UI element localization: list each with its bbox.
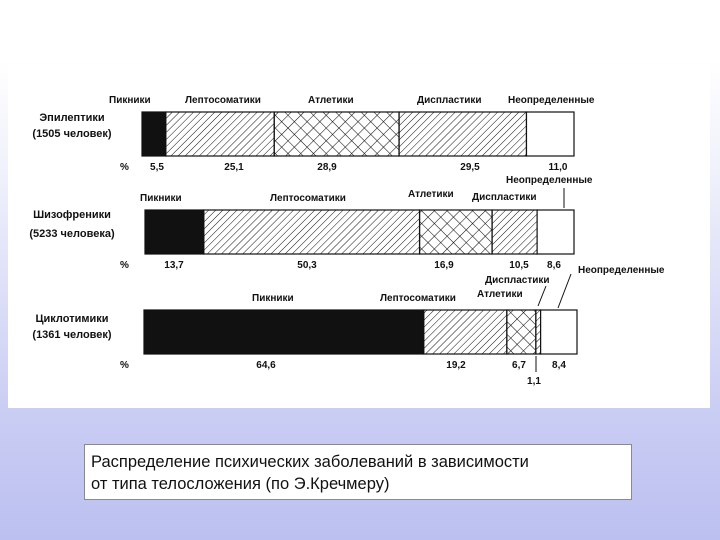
bar-segment-Пикники (144, 310, 424, 354)
bar-segment-Неопределенные (526, 112, 574, 156)
segment-value-label: 13,7 (164, 260, 184, 271)
segment-value-label: 8,6 (547, 260, 561, 271)
segment-category-label: Диспластики (472, 192, 537, 203)
segment-value-label: 1,1 (527, 376, 541, 387)
bar-segment-Атлетики (274, 112, 399, 156)
segment-category-label: Пикники (252, 293, 294, 304)
segment-category-label: Неопределенные (578, 265, 665, 276)
bar-segment-Диспластики (399, 112, 526, 156)
percent-symbol: % (120, 360, 129, 371)
group-name: Циклотимики (35, 313, 109, 325)
group-name: Шизофреники (33, 209, 111, 221)
segment-category-label: Лептосоматики (270, 193, 346, 204)
group-count: (1361 человек) (32, 329, 112, 341)
leader-line (558, 274, 571, 308)
segment-category-label: Пикники (109, 95, 151, 106)
segment-category-label: Лептосоматики (380, 293, 456, 304)
bar-segment-Пикники (142, 112, 166, 156)
group-count: (1505 человек) (32, 128, 112, 140)
segment-category-label: Атлетики (477, 289, 523, 300)
caption-box (84, 444, 632, 500)
segment-category-label: Пикники (140, 193, 182, 204)
caption-line-2: от типа телосложения (по Э.Кречмеру) (91, 475, 390, 493)
caption-line-1: Распределение психических заболеваний в зависимости (91, 453, 529, 471)
segment-value-label: 28,9 (317, 162, 337, 173)
segment-value-label: 25,1 (224, 162, 244, 173)
percent-symbol: % (120, 260, 129, 271)
segment-category-label: Неопределенные (506, 175, 593, 186)
segment-category-label: Лептосоматики (185, 95, 261, 106)
segment-category-label: Диспластики (417, 95, 482, 106)
stacked-bar-chart (8, 64, 710, 408)
segment-value-label: 29,5 (460, 162, 480, 173)
bar-segment-Пикники (145, 210, 204, 254)
segment-value-label: 50,3 (297, 260, 317, 271)
segment-value-label: 10,5 (509, 260, 529, 271)
segment-value-label: 11,0 (548, 162, 568, 173)
segment-category-label: Диспластики (485, 275, 550, 286)
bar-segment-Лептосоматики (204, 210, 420, 254)
bar-segment-Атлетики (420, 210, 493, 254)
segment-category-label: Атлетики (308, 95, 354, 106)
leader-line (538, 286, 546, 306)
segment-value-label: 6,7 (512, 360, 526, 371)
group-count: (5233 человека) (29, 228, 115, 240)
bar-segment-Диспластики (492, 210, 537, 254)
bar-segment-Атлетики (507, 310, 536, 354)
segment-value-label: 19,2 (446, 360, 466, 371)
segment-value-label: 8,4 (552, 360, 566, 371)
segment-category-label: Неопределенные (508, 95, 595, 106)
segment-category-label: Атлетики (408, 189, 454, 200)
bar-segment-Лептосоматики (166, 112, 274, 156)
segment-value-label: 16,9 (434, 260, 454, 271)
figure-panel (8, 64, 710, 408)
bar-segment-Неопределенные (541, 310, 577, 354)
percent-symbol: % (120, 162, 129, 173)
segment-value-label: 64,6 (256, 360, 276, 371)
bar-segment-Неопределенные (537, 210, 574, 254)
group-name: Эпилептики (39, 112, 105, 124)
bar-segment-Лептосоматики (424, 310, 507, 354)
bar-segment-Диспластики (536, 310, 541, 354)
segment-value-label: 5,5 (150, 162, 164, 173)
